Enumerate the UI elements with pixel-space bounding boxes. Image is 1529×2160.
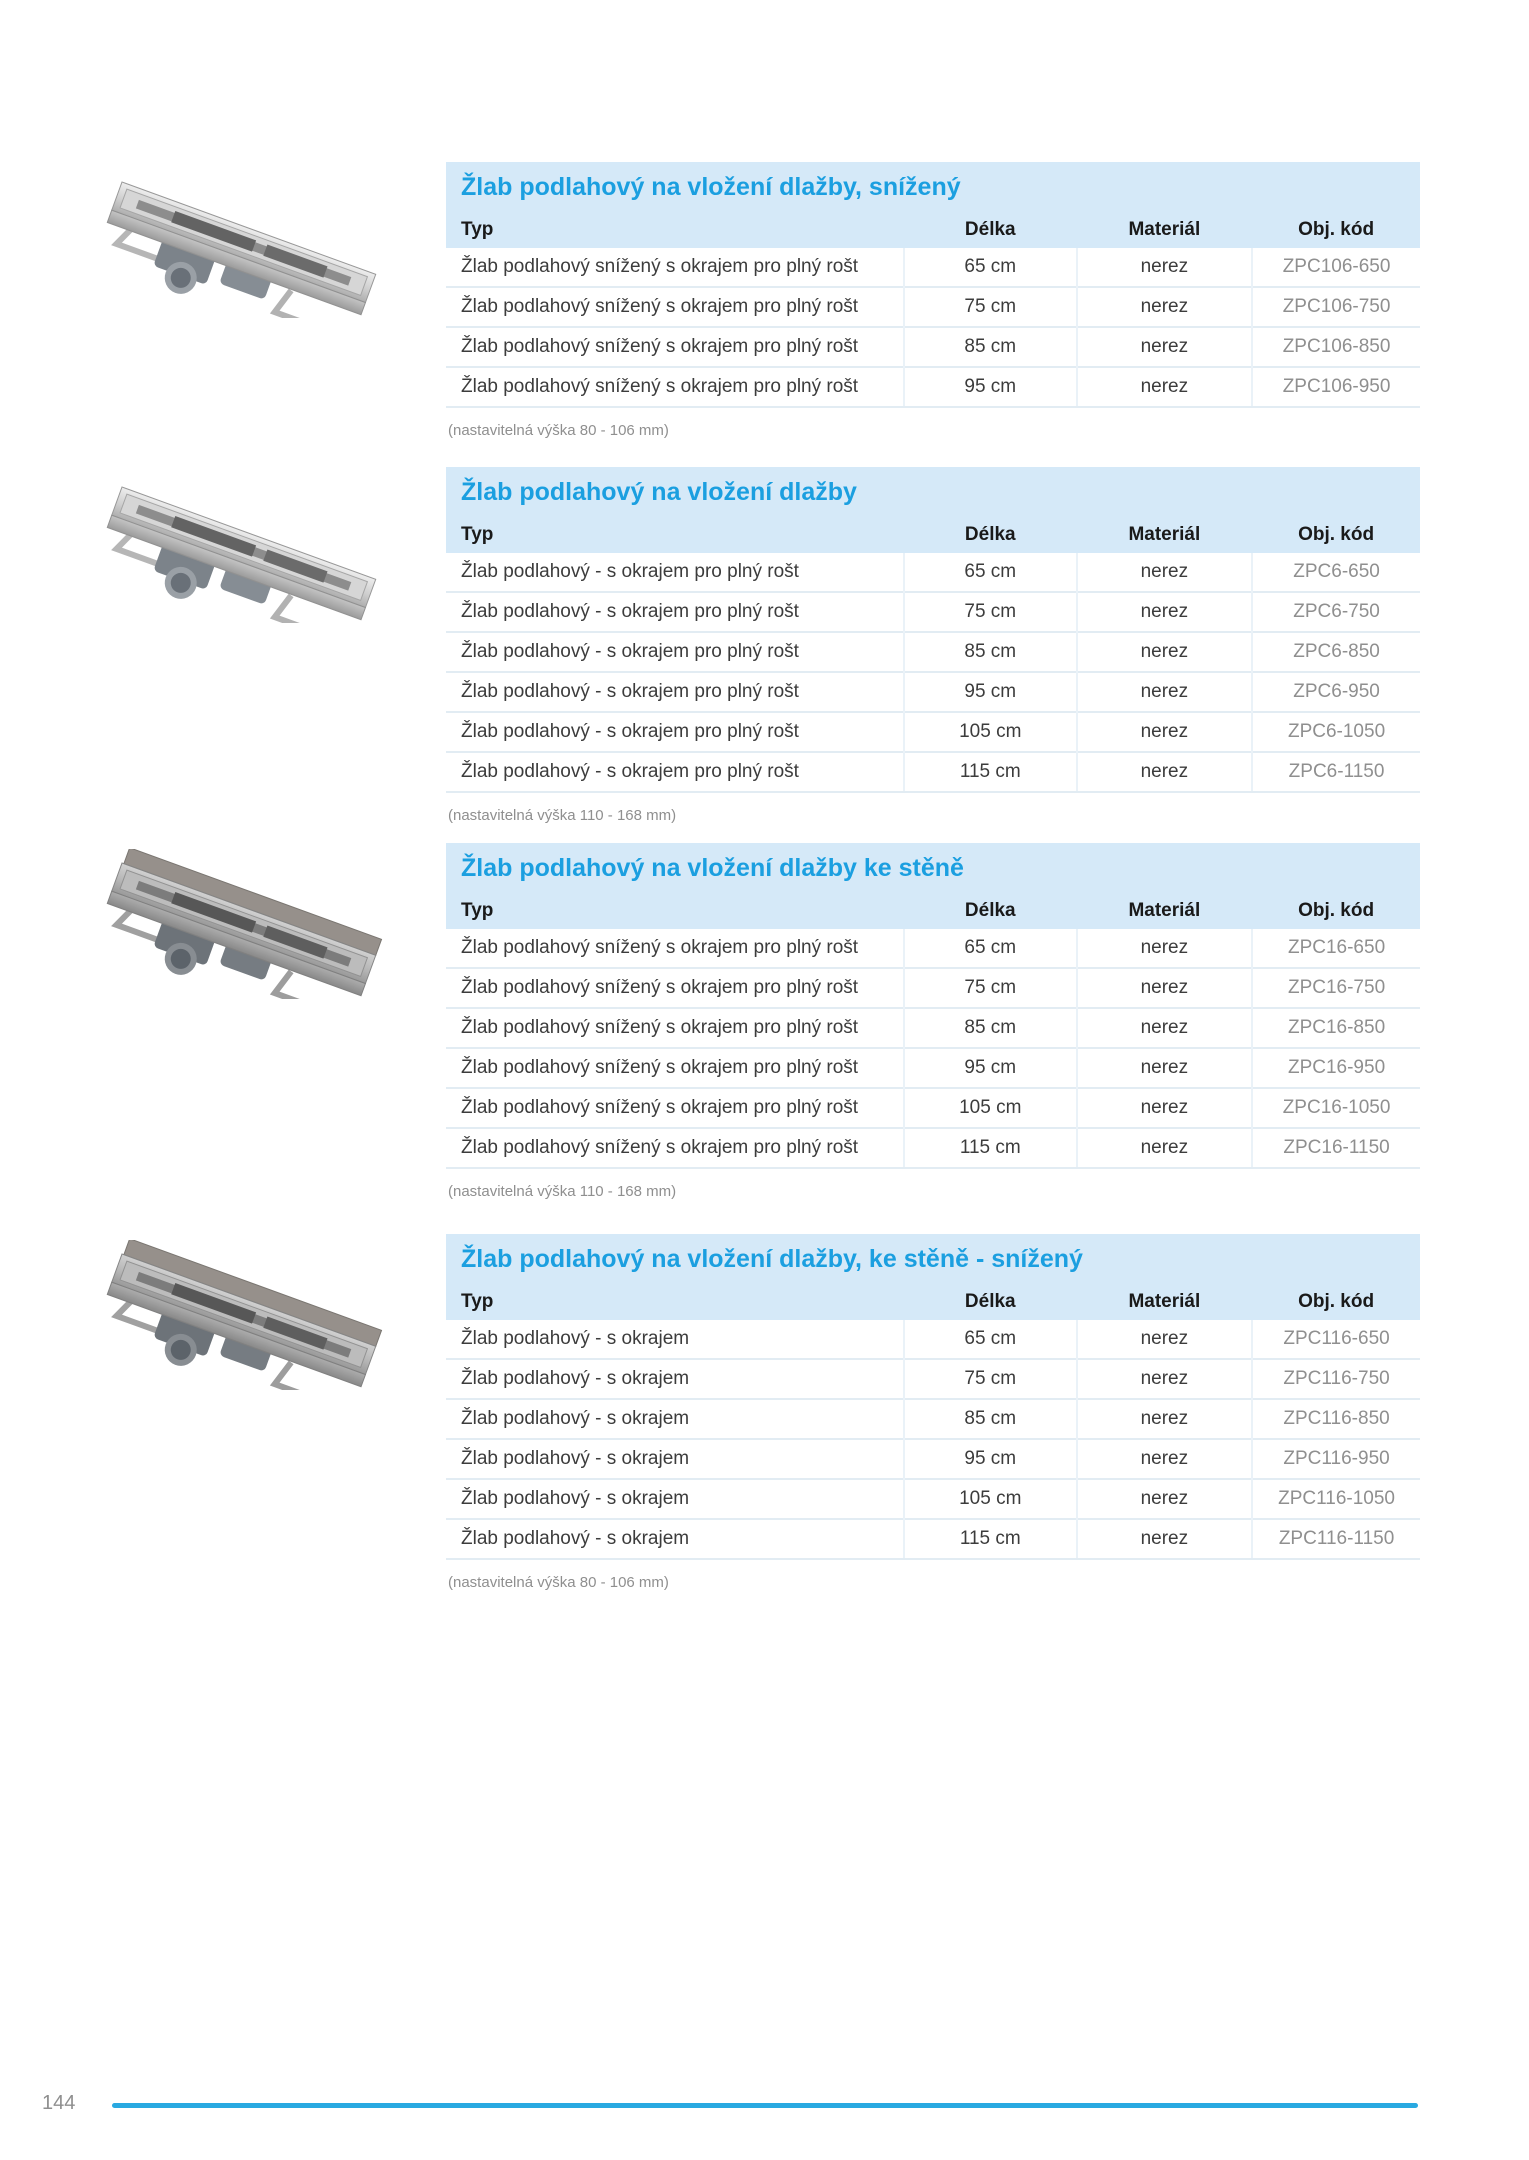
cell-delka: 115 cm bbox=[904, 752, 1077, 792]
table-row bbox=[446, 929, 1420, 968]
cell-material: nerez bbox=[1077, 1399, 1253, 1439]
cell-kod: ZPC6-850 bbox=[1252, 632, 1420, 672]
cell-material: nerez bbox=[1077, 1088, 1253, 1128]
cell-kod: ZPC116-1050 bbox=[1252, 1479, 1420, 1519]
product-table-block bbox=[446, 843, 1420, 1200]
header-row bbox=[446, 212, 1420, 248]
cell-kod: ZPC6-1150 bbox=[1252, 752, 1420, 792]
cell-typ: Žlab podlahový snížený s okrajem pro plný rošt bbox=[446, 287, 904, 327]
cell-material: nerez bbox=[1077, 1128, 1253, 1168]
cell-delka: 105 cm bbox=[904, 712, 1077, 752]
product-table bbox=[446, 1284, 1420, 1560]
cell-kod: ZPC6-750 bbox=[1252, 592, 1420, 632]
cell-kod: ZPC16-1150 bbox=[1252, 1128, 1420, 1168]
drain-channel-illustration bbox=[106, 168, 408, 318]
cell-material: nerez bbox=[1077, 1439, 1253, 1479]
cell-kod: ZPC106-750 bbox=[1252, 287, 1420, 327]
column-header-kod: Obj. kód bbox=[1252, 893, 1420, 929]
table-row bbox=[446, 1439, 1420, 1479]
product-image bbox=[106, 168, 408, 318]
cell-material: nerez bbox=[1077, 1519, 1253, 1559]
column-header-kod: Obj. kód bbox=[1252, 1284, 1420, 1320]
header-row bbox=[446, 517, 1420, 553]
table-row bbox=[446, 1088, 1420, 1128]
header-row bbox=[446, 1284, 1420, 1320]
drain-channel-illustration bbox=[106, 473, 408, 623]
cell-typ: Žlab podlahový - s okrajem pro plný rošt bbox=[461, 561, 799, 582]
cell-typ: Žlab podlahový snížený s okrajem pro plný rošt bbox=[446, 1008, 904, 1048]
cell-typ: Žlab podlahový - s okrajem pro plný rošt bbox=[446, 592, 904, 632]
table-row bbox=[446, 968, 1420, 1008]
product-image bbox=[106, 849, 408, 999]
cell-typ: Žlab podlahový snížený s okrajem pro plný rošt bbox=[461, 937, 859, 958]
cell-typ: Žlab podlahový - s okrajem pro plný rošt bbox=[446, 712, 904, 752]
table-row bbox=[446, 1008, 1420, 1048]
column-header-kod: Obj. kód bbox=[1252, 212, 1420, 248]
cell-material: nerez bbox=[1077, 327, 1253, 367]
table-note: (nastavitelná výška 110 - 168 mm) bbox=[448, 1183, 677, 1200]
table-row bbox=[446, 1320, 1420, 1359]
cell-kod: ZPC116-1150 bbox=[1252, 1519, 1420, 1559]
table-row bbox=[446, 327, 1420, 367]
cell-material: nerez bbox=[1077, 1008, 1253, 1048]
column-header-typ: Typ bbox=[446, 517, 904, 553]
product-table-block bbox=[446, 1234, 1420, 1591]
cell-typ: Žlab podlahový - s okrajem pro plný rošt bbox=[446, 672, 904, 712]
table-row bbox=[446, 672, 1420, 712]
cell-material: nerez bbox=[1077, 712, 1253, 752]
cell-kod: ZPC16-750 bbox=[1252, 968, 1420, 1008]
cell-kod: ZPC16-850 bbox=[1252, 1008, 1420, 1048]
table-row bbox=[446, 752, 1420, 792]
cell-delka: 95 cm bbox=[904, 367, 1077, 407]
cell-delka: 85 cm bbox=[904, 327, 1077, 367]
table-note: (nastavitelná výška 80 - 106 mm) bbox=[448, 1574, 669, 1591]
cell-typ: Žlab podlahový - s okrajem bbox=[446, 1439, 904, 1479]
cell-delka: 75 cm bbox=[904, 1359, 1077, 1399]
product-table bbox=[446, 212, 1420, 408]
cell-material: nerez bbox=[1077, 1320, 1253, 1359]
cell-kod: ZPC106-650 bbox=[1252, 248, 1420, 287]
product-table bbox=[446, 517, 1420, 793]
cell-delka: 95 cm bbox=[904, 1439, 1077, 1479]
cell-typ: Žlab podlahový snížený s okrajem pro plný rošt bbox=[446, 1048, 904, 1088]
cell-typ: Žlab podlahový - s okrajem bbox=[446, 1399, 904, 1439]
section-title-bar bbox=[446, 1234, 1420, 1284]
table-row bbox=[446, 1128, 1420, 1168]
cell-typ: Žlab podlahový - s okrajem bbox=[446, 1479, 904, 1519]
cell-delka: 65 cm bbox=[904, 1320, 1077, 1359]
product-table bbox=[446, 893, 1420, 1169]
table-row bbox=[446, 367, 1420, 407]
cell-material: nerez bbox=[1077, 672, 1253, 712]
cell-delka: 85 cm bbox=[904, 632, 1077, 672]
product-table-block bbox=[446, 162, 1420, 439]
cell-kod: ZPC16-950 bbox=[1252, 1048, 1420, 1088]
section-title: Žlab podlahový na vložení dlažby bbox=[461, 477, 857, 506]
cell-typ: Žlab podlahový snížený s okrajem pro plný rošt bbox=[461, 256, 859, 277]
cell-typ: Žlab podlahový - s okrajem bbox=[446, 1519, 904, 1559]
cell-typ: Žlab podlahový snížený s okrajem pro plný rošt bbox=[446, 327, 904, 367]
cell-material: nerez bbox=[1077, 632, 1253, 672]
cell-kod: ZPC6-950 bbox=[1252, 672, 1420, 712]
column-header-kod: Obj. kód bbox=[1252, 517, 1420, 553]
cell-material: nerez bbox=[1077, 287, 1253, 327]
section-title: Žlab podlahový na vložení dlažby, snížený bbox=[461, 172, 961, 201]
product-table-block bbox=[446, 467, 1420, 824]
cell-kod: ZPC106-950 bbox=[1252, 367, 1420, 407]
table-row bbox=[446, 1519, 1420, 1559]
column-header-material: Materiál bbox=[1077, 1284, 1253, 1320]
table-row bbox=[446, 287, 1420, 327]
cell-kod: ZPC16-1050 bbox=[1252, 1088, 1420, 1128]
cell-material: nerez bbox=[1077, 1479, 1253, 1519]
column-header-material: Materiál bbox=[1077, 517, 1253, 553]
cell-delka: 65 cm bbox=[904, 248, 1077, 287]
cell-delka: 75 cm bbox=[904, 592, 1077, 632]
cell-delka: 65 cm bbox=[904, 553, 1077, 592]
cell-material: nerez bbox=[1077, 248, 1253, 287]
cell-delka: 95 cm bbox=[904, 672, 1077, 712]
cell-typ: Žlab podlahový snížený s okrajem pro plný rošt bbox=[446, 367, 904, 407]
column-header-delka: Délka bbox=[904, 212, 1077, 248]
cell-delka: 105 cm bbox=[904, 1088, 1077, 1128]
cell-typ: Žlab podlahový - s okrajem pro plný rošt bbox=[446, 752, 904, 792]
cell-typ: Žlab podlahový - s okrajem bbox=[446, 1359, 904, 1399]
cell-material: nerez bbox=[1077, 968, 1253, 1008]
table-row bbox=[446, 1048, 1420, 1088]
column-header-delka: Délka bbox=[904, 1284, 1077, 1320]
page-number: 144 bbox=[42, 2092, 76, 2114]
cell-delka: 85 cm bbox=[904, 1008, 1077, 1048]
cell-kod: ZPC116-750 bbox=[1252, 1359, 1420, 1399]
section-title: Žlab podlahový na vložení dlažby, ke stěně - snížený bbox=[461, 1244, 1083, 1273]
column-header-typ: Typ bbox=[446, 1284, 904, 1320]
cell-kod: ZPC116-950 bbox=[1252, 1439, 1420, 1479]
column-header-material: Materiál bbox=[1077, 893, 1253, 929]
cell-kod: ZPC6-650 bbox=[1252, 553, 1420, 592]
cell-delka: 75 cm bbox=[904, 287, 1077, 327]
cell-typ: Žlab podlahový snížený s okrajem pro plný rošt bbox=[446, 1128, 904, 1168]
column-header-typ: Typ bbox=[446, 893, 904, 929]
cell-typ: Žlab podlahový snížený s okrajem pro plný rošt bbox=[446, 968, 904, 1008]
cell-typ: Žlab podlahový - s okrajem pro plný rošt bbox=[446, 632, 904, 672]
table-row bbox=[446, 1359, 1420, 1399]
cell-kod: ZPC6-1050 bbox=[1252, 712, 1420, 752]
cell-material: nerez bbox=[1077, 592, 1253, 632]
cell-material: nerez bbox=[1077, 752, 1253, 792]
cell-delka: 105 cm bbox=[904, 1479, 1077, 1519]
cell-delka: 95 cm bbox=[904, 1048, 1077, 1088]
cell-material: nerez bbox=[1077, 367, 1253, 407]
table-row bbox=[446, 1479, 1420, 1519]
cell-kod: ZPC116-850 bbox=[1252, 1399, 1420, 1439]
product-image bbox=[106, 473, 408, 623]
footer-rule bbox=[112, 2103, 1418, 2108]
product-image bbox=[106, 1240, 408, 1390]
cell-delka: 75 cm bbox=[904, 968, 1077, 1008]
cell-material: nerez bbox=[1077, 929, 1253, 968]
column-header-typ: Typ bbox=[446, 212, 904, 248]
cell-typ: Žlab podlahový snížený s okrajem pro plný rošt bbox=[446, 1088, 904, 1128]
cell-typ: Žlab podlahový - s okrajem bbox=[461, 1328, 690, 1349]
table-row bbox=[446, 553, 1420, 592]
drain-channel-illustration bbox=[106, 849, 408, 999]
table-row bbox=[446, 248, 1420, 287]
table-row bbox=[446, 712, 1420, 752]
cell-delka: 65 cm bbox=[904, 929, 1077, 968]
table-row bbox=[446, 1399, 1420, 1439]
cell-material: nerez bbox=[1077, 553, 1253, 592]
cell-kod: ZPC16-650 bbox=[1252, 929, 1420, 968]
cell-delka: 115 cm bbox=[904, 1519, 1077, 1559]
section-title-bar bbox=[446, 162, 1420, 212]
cell-delka: 115 cm bbox=[904, 1128, 1077, 1168]
section-title-bar bbox=[446, 843, 1420, 893]
cell-kod: ZPC116-650 bbox=[1252, 1320, 1420, 1359]
column-header-delka: Délka bbox=[904, 517, 1077, 553]
section-title: Žlab podlahový na vložení dlažby ke stěně bbox=[461, 853, 964, 882]
cell-kod: ZPC106-850 bbox=[1252, 327, 1420, 367]
table-row bbox=[446, 632, 1420, 672]
header-row bbox=[446, 893, 1420, 929]
table-note: (nastavitelná výška 110 - 168 mm) bbox=[448, 807, 677, 824]
column-header-material: Materiál bbox=[1077, 212, 1253, 248]
cell-material: nerez bbox=[1077, 1048, 1253, 1088]
column-header-delka: Délka bbox=[904, 893, 1077, 929]
drain-channel-illustration bbox=[106, 1240, 408, 1390]
section-title-bar bbox=[446, 467, 1420, 517]
cell-delka: 85 cm bbox=[904, 1399, 1077, 1439]
cell-material: nerez bbox=[1077, 1359, 1253, 1399]
table-row bbox=[446, 592, 1420, 632]
table-note: (nastavitelná výška 80 - 106 mm) bbox=[448, 422, 669, 439]
